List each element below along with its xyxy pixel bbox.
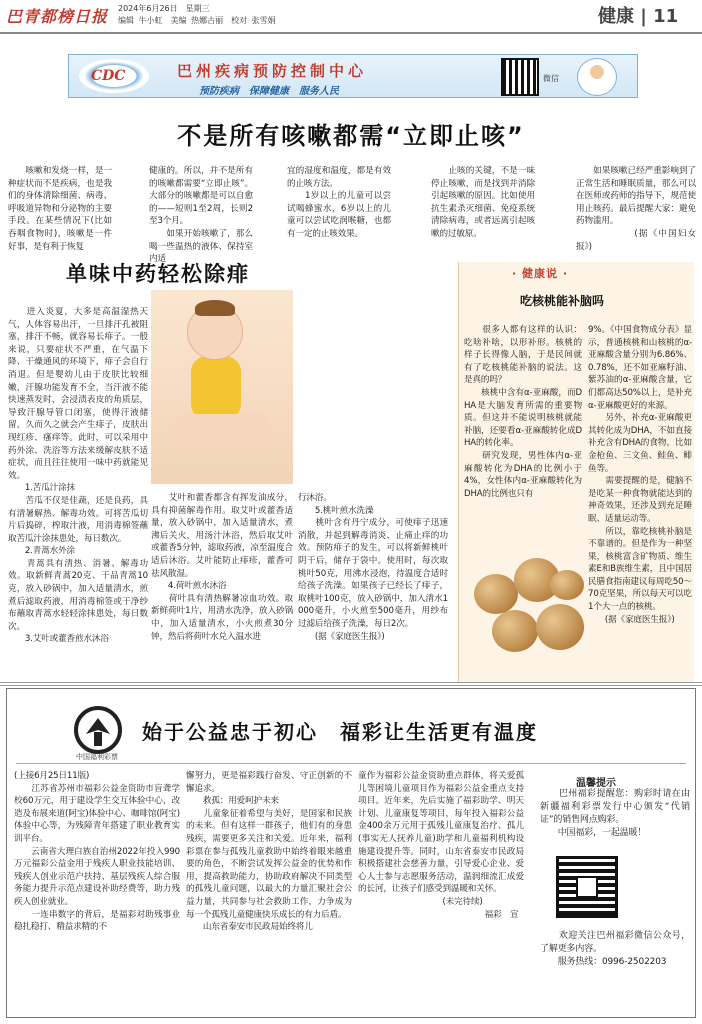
- newspaper-logo: 巴青都榜日报: [6, 7, 109, 26]
- article-column: 艾叶和藿香都含有挥发油成分，具有抑菌解毒作用。取艾叶或藿香适量，放入砂锅中，加入适量清水，煮沸后关火，用汤汁沐浴，然后取艾叶或藿香5分钟，滤取药液，凉至温度合适后沐浴。艾叶能防止痱疹，藿香可祛风散湿。 4.荷叶煎水沐浴 荷叶具有清热解暑凉血功效。取新鲜荷叶1片，用清水洗净，放入砂锅中，加入适量清水，小火煎煮30分钟，然后将荷叶水兑入温水进: [151, 493, 293, 642]
- notice-title: 温馨提示: [576, 778, 616, 789]
- baby-illustration: [151, 290, 293, 484]
- article-column: 咳嗽和发烧一样，是一种症状而不是疾病，也是我们的身体清除细菌、病毒、呼吸道异物和分泌物的主要手段。在某些情况下(比如吞咽食物时)，咳嗽是一件好事，是有利于恢复: [8, 166, 112, 252]
- qr-caption: 欢迎关注巴州福彩微信公众号，了解更多内容。 服务热线：0996-2502203: [540, 931, 690, 967]
- qr-center-logo: [576, 876, 598, 898]
- lottery-headline: 始于公益忠于初心 福彩让生活更有温度: [142, 720, 538, 744]
- sidebar-tag: · 健康说 ·: [512, 267, 569, 280]
- section-page-label: 健康 | 11: [598, 6, 679, 27]
- article-column: 行沐浴。 5.桃叶煎水洗澡 桃叶含有丹宁成分，可使痱子迅速消散，并起到解毒消炎、止痛止痒的功效。预防痱子的发生，可以将新鲜桃叶阴干后，储存于袋中。使用时，每次取桃叶50克，用沸水浸泡，待温度合适时给孩子洗澡。如果孩子已经长了痱子，取桃叶100克，放入砂锅中，加入清水1000毫升，小火煎至500毫升，用纱布过滤后给孩子洗澡，每日2次。 (据《家庭医生报》): [298, 493, 448, 642]
- issue-date: 2024年6月26日 星期三: [118, 4, 210, 13]
- article-column: 进入炎夏，大多是高温湿热天气，人体容易出汗，一旦排汗孔被阻塞，排汗不畅，就容易长痱子。一般来说，只要症状不严重，在气温下降、干燥通风的环境下，痱子会自行消退。但是婴幼儿由于皮肤比较细嫩，汗腺功能发育不全，当汗液不能快速蒸发时，会浸渍表皮的角质层，导致汗腺导管口闭塞，使得汗液储留，久而久之就会产生痱子，皮肤出现红疹、瘙痒等。此时，可以采用中药外涂、洗浴等方法来缓解皮肤不适症状，而且往往使用一味中药就能见效。 1.苦瓜汁涂抹 苦瓜不仅是佳蔬，还是良药，具有清暑解热、解毒功效。可将苦瓜切片后捣碎，榨取汁液，用消毒棉签蘸取苦瓜汁涂抹患处，每日数次。 2.青蒿水外涂 青蒿具有清热、消暑、解毒功效。取新鲜青蒿20克、干品青蒿10克，放入砂锅中，加入适量清水，煎煮后滤取药液，用消毒棉签或干净纱布蘸取青蒿水轻轻涂抹患处，每日数次。 3.艾叶或藿香煎水沐浴: [8, 307, 148, 645]
- cdc-banner: [68, 54, 638, 98]
- baby-legs: [173, 414, 271, 444]
- lottery-org-name: 中国福利彩票: [76, 753, 118, 761]
- lottery-rule: [16, 763, 686, 764]
- cdc-logo-text: CDC: [91, 68, 126, 84]
- qr-label: 微信: [543, 74, 559, 83]
- qr-code-icon: [501, 58, 539, 96]
- lottery-column: 懈努力，更是福彩践行奋发、守正创新的不懈追求。 救孤：用爱呵护未来 儿童象征着希望与美好，是国家和民族的未来。但有这样一群孩子，他们有的身患残疾，需要更多关注和关爱。近年来，福利彩票在参与孤残儿童救助中始终着眼来越重要的角色，不断尝试发挥公益金的优势和作用，提高救助能力，协助政府解决不同类型的孤残儿童问题，以最大的力量汇聚社会公益力量，共同参与社会救助工作，力争成为每一个孤残儿童健康快乐成长的有力后盾。 山东省泰安市民政局始终将儿: [186, 771, 352, 933]
- banner-slogan: 预防疾病 保障健康 服务人民: [199, 86, 339, 97]
- section-divider: [0, 682, 702, 686]
- welfare-lottery-logo: [72, 704, 124, 756]
- baby-hair: [195, 300, 235, 316]
- masthead: [0, 0, 702, 36]
- doctor-icon: [577, 58, 617, 96]
- lottery-column: 童作为福彩公益金资助重点群体，将关爱孤儿等困境儿童项目作为福彩公益金重点支持项目。近年来，先后实施了福彩助学、明天计划、儿童康复等项目，每年投入福彩公益金400余万元用于孤残儿童康复治疗、孤儿(事实无人抚养儿童)助学和儿童福利机构设施建设提升等。同时，山东省泰安市民政局积极搭建社会慈善力量，引导爱心企业、爱心人士参与志愿服务活动，温润细流汇成爱的长河，让孩子们感受到温暖和关怀。 (未完待续) 福彩 宣: [358, 771, 524, 920]
- article-column: 健康的。所以，并不是所有的咳嗽都需要“立即止咳”。大部分的咳嗽都是可以自愈的——短则1至2周，长则2至3个月。 如果开始咳嗽了，那么喝一些温热的液体、保持室内适: [149, 166, 253, 265]
- banner-title: 巴州疾病预防控制中心: [177, 62, 368, 80]
- article-column: 如果咳嗽已经严重影响到了正常生活和睡眠质量，那么可以在医师或药师的指导下，规范使用止咳药。最后提醒大家：避免药物滥用。 (据《中国妇女报》): [576, 166, 696, 252]
- article-column: 止咳的关键，不是一味停止咳嗽，而是找到并消除引起咳嗽的原因。比如使用抗生素杀灭细菌、免疫系统清除病毒，或者远离引起咳嗽的过敏原。: [431, 166, 535, 239]
- notice-body: 巴州福彩提醒您：购彩时请在由新疆福利彩票发行中心颁发“代销证”的销售网点购彩。 中国福彩，一起温暖！: [540, 789, 690, 838]
- article-headline: 单味中药轻松除痱: [66, 262, 250, 286]
- sidebar-title: 吃核桃能补脑吗: [520, 294, 605, 308]
- lottery-column: (上接6月25日11版) 江苏省苏州市福彩公益金资助市盲聋学校60万元，用于建设学生交互体验中心，改造及布展来道(阿宝)体验中心、咖啡馆(阿宝)体验中心等，为残障青年搭建了职业教育实训平台。 云南省大理白族自治州2022年投入990万元福彩公益金用于残疾人职业技能培训、残疾人创业示范户扶持、基层残疾人综合服务能力提升示范点建设补助经费等，助力残疾人创业就业。 一连串数字的背后，是福彩对助残事业稳扎稳打、精益求精的不: [14, 771, 180, 933]
- baby-body: [191, 356, 241, 420]
- article-column: 宜的湿度和温度，都是有效的止咳方法。 1岁以上的儿童可以尝试喝蜂蜜水，6岁以上的儿童可以尝试吃润喉糖，也都有一定的止咳效果。: [287, 166, 391, 239]
- cdc-logo: [79, 59, 149, 93]
- sidebar-column: 9%。《中国食物成分表》显示，普通核桃和山核桃的α-亚麻酸含量分别为6.86%、0.78%，还不如亚麻籽油、紫苏油的α-亚麻酸含量，它们都高达50%以上，是补充α-亚麻酸更好的来源。 另外，补充α-亚麻酸更其转化成为DHA，不如直接补充含有DHA的食物，比如金枪鱼、三文鱼、鲑鱼、鲱鱼等。 需要提醒的是，健脑不是吃某一种食物就能达到的神奇效果，还涉及到充足睡眠、适量运动等。 所以，靠吃核桃补脑是不靠谱的。但是作为一种坚果，核桃富含矿物质、维生素E和B族维生素，且中国居民膳食指南建议每周吃50～70克坚果，所以每天可以吃1个大一点的核桃。 (据《家庭医生报》): [588, 325, 692, 625]
- editor-credits: 编辑 牛小虹 美编 热娜古丽 校对 张雪娟: [118, 16, 276, 25]
- header-rule: [0, 32, 702, 34]
- article-headline: 不是所有咳嗽都需“立即止咳”: [177, 122, 525, 150]
- sidebar-column: 很多人都有这样的认识：吃啥补啥，以形补形。核桃的样子长得像人脑，于是民间就有了吃核桃能补脑的说法。这是真的吗？ 核桃中含有α-亚麻酸，而DHA是大脑发育所需的重要物质。但这并不能说明核桃就能补脑，还要看α-亚麻酸转化成DHA的转化率。 研究发现，男性体内α-亚麻酸转化为DHA的比例小于4%，女性体内α-亚麻酸转化为DHA的比例也只有: [464, 325, 582, 499]
- walnut-image: [470, 540, 590, 670]
